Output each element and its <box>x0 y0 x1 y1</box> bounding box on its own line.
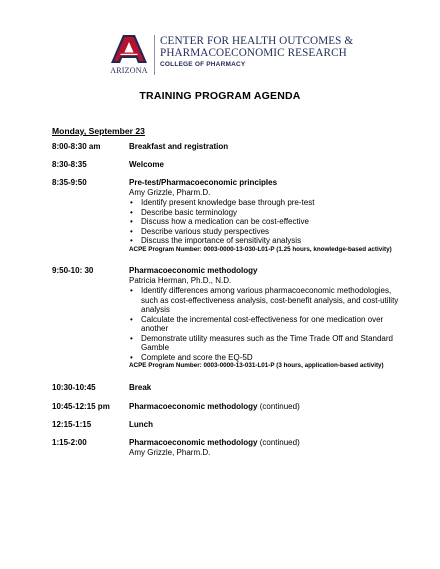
acpe-program-number: ACPE Program Number: 0003-0000-13-031-L01-P (3 hours, application-based activity) <box>129 362 384 369</box>
session-time: 12:15-1:15 <box>52 420 92 429</box>
session-title <box>129 438 399 448</box>
session-time: 10:30-10:45 <box>52 383 96 392</box>
learning-objectives <box>129 198 399 246</box>
session-title-text: Pharmacoeconomic methodology <box>129 402 258 411</box>
continued-note: (continued) <box>259 438 300 447</box>
header-divider <box>154 35 155 75</box>
document-title: TRAINING PROGRAM AGENDA <box>139 90 301 102</box>
session-title: Pre-test/Pharmacoeconomic principles <box>129 178 278 187</box>
session-title <box>129 402 399 412</box>
objective-item: • Identify present knowledge base through pre-test <box>129 198 399 208</box>
objective-item: • Identify differences among various pharmacoeconomic methodologies, such as cost-effectiveness analysis, cost-benefit analysis, and cost-utility analysis <box>129 286 399 315</box>
session-title: Pharmacoeconomic methodology <box>129 266 258 275</box>
center-name <box>160 35 353 69</box>
session-content <box>129 160 399 170</box>
agenda-date: Monday, September 23 <box>52 126 145 136</box>
logo-wordmark: ARIZONA <box>110 66 148 75</box>
university-logo <box>108 35 150 77</box>
college-name: COLLEGE OF PHARMACY <box>160 61 246 68</box>
session-content <box>129 383 399 393</box>
session-content <box>129 438 399 458</box>
session-time: 8:35-9:50 <box>52 178 87 187</box>
arizona-a-logo-icon <box>110 35 148 65</box>
institution-header <box>108 35 353 77</box>
session-content <box>129 420 399 430</box>
objective-item: • Demonstrate utility measures such as the Time Trade Off and Standard Gamble <box>129 334 399 353</box>
session-content <box>129 266 399 370</box>
session-time: 8:30-8:35 <box>52 160 87 169</box>
center-name-line-2: PHARMACOECONOMIC RESEARCH <box>160 47 347 59</box>
session-content <box>129 142 399 152</box>
session-title: Breakfast and registration <box>129 142 229 151</box>
session-time: 9:50-10: 30 <box>52 266 94 275</box>
session-title: Break <box>129 383 152 392</box>
objective-item: • Discuss how a medication can be cost-effective <box>129 217 399 227</box>
objective-item: • Discuss the importance of sensitivity analysis <box>129 236 399 246</box>
objective-item: • Describe basic terminology <box>129 208 399 218</box>
session-time: 1:15-2:00 <box>52 438 87 447</box>
objective-item: • Calculate the incremental cost-effectiveness for one medication over another <box>129 315 399 334</box>
center-name-line-1: CENTER FOR HEALTH OUTCOMES & <box>160 35 354 47</box>
objective-item: • Complete and score the EQ-5D <box>129 353 399 363</box>
session-title: Lunch <box>129 420 153 429</box>
continued-note: (continued) <box>259 402 300 411</box>
session-presenter: Patricia Herman, Ph.D., N.D. <box>129 276 232 285</box>
session-time: 10:45-12:15 pm <box>52 402 110 411</box>
session-title-text: Pharmacoeconomic methodology <box>129 438 258 447</box>
learning-objectives <box>129 286 399 362</box>
session-presenter: Amy Grizzle, Pharm.D. <box>129 188 211 197</box>
session-content <box>129 402 399 412</box>
acpe-program-number: ACPE Program Number: 0003-0000-13-030-L01-P (1.25 hours, knowledge-based activity) <box>129 245 392 253</box>
session-content <box>129 178 399 254</box>
session-time: 8:00-8:30 am <box>52 142 101 151</box>
objective-item: • Describe various study perspectives <box>129 227 399 237</box>
session-title: Welcome <box>129 160 164 169</box>
session-presenter: Amy Grizzle, Pharm.D. <box>129 448 211 457</box>
